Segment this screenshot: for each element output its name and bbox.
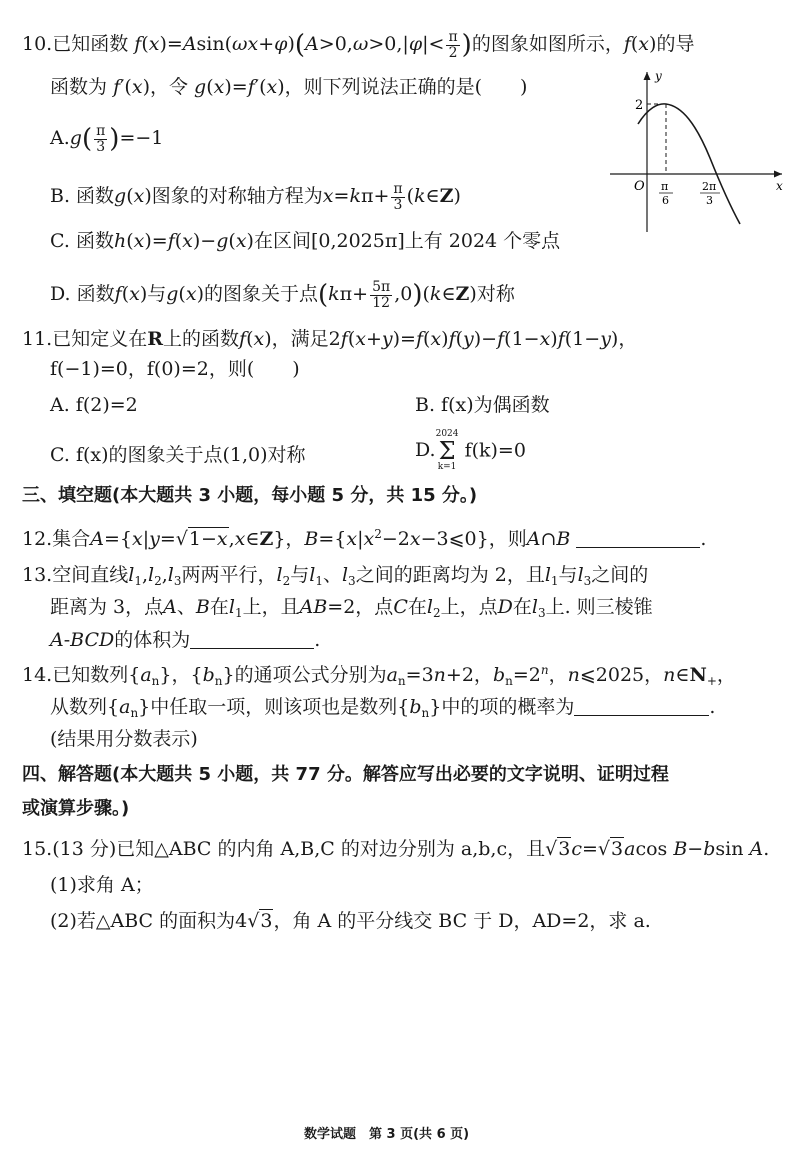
y-axis-arrow: [644, 72, 651, 80]
q13-line1: 13.空间直线$l_1,l_2,l_3$两两平行，$l_2$与$l_1$、$l_3$之间的距离均为 2，且$l_1$与$l_3$之间的: [22, 564, 649, 588]
q11-option-a: A. f(2)=2: [50, 394, 138, 416]
q10-line1: 10.已知函数 f(x)=Asin(ωx+φ)(A>0,ω>0,|φ|< $\frac{\pi}{2}$ )的图象如图所示，f(x)的导: [22, 29, 695, 61]
q14-line1: 14.已知数列$\{a_n\}$，$\{b_n\}$的通项公式分别为$a_n=3n+2$，$b_n=2^n$，n⩽2025，$n\in N_+$，: [22, 663, 736, 688]
section-3-title: 三、填空题(本大题共 3 小题，每小题 5 分，共 15 分。): [22, 485, 478, 506]
q15-part2: (2)若△ABC 的面积为4√3，角 A 的平分线交 BC 于 D，AD=2，求 a.: [50, 910, 651, 932]
x-tick-2pi3-num: 2π: [702, 180, 717, 193]
q13-answer-blank[interactable]: [190, 630, 314, 649]
x-tick-pi6-den: 6: [662, 194, 669, 207]
section-4-title-line1: 四、解答题(本大题共 5 小题，共 77 分。解答应写出必要的文字说明、证明过程: [22, 764, 669, 785]
q11-option-b: B. f(x)为偶函数: [415, 394, 550, 416]
summation-symbol: 2024 Σ k=1: [435, 429, 459, 472]
q13-line2: 距离为 3，点A、B在$l_1$上，且AB=2，点C在$l_2$上，点D在$l_3$上. 则三棱锥: [50, 596, 653, 620]
q14-line2: 从数列$\{a_n\}$中任取一项，则该项也是数列$\{b_n\}$中的项的概率为 .: [50, 696, 716, 720]
x-axis-arrow: [774, 171, 782, 178]
q13-line3: A-BCD的体积为 .: [50, 629, 321, 651]
q10-function-graph: [600, 62, 800, 242]
q10-line2: 函数为 f′(x)，令 g(x)=f′(x)，则下列说法正确的是( ): [50, 76, 528, 98]
q10-option-d: D. 函数f(x)与g(x)的图象关于点(kπ+ $\frac{5\pi}{12}$ ,0)(k∈Z)对称: [50, 279, 515, 311]
sine-curve: [638, 104, 740, 224]
y-axis-label: y: [655, 69, 662, 83]
q12-answer-blank[interactable]: [576, 529, 700, 548]
q11-line2: f(−1)=0，f(0)=2，则( ): [50, 358, 300, 380]
x-axis-label: x: [776, 179, 783, 193]
x-tick-pi6-num: π: [661, 180, 669, 193]
q10-option-b: B. 函数g(x)图象的对称轴方程为x=kπ+ $\frac{\pi}{3}$ (k∈Z): [50, 181, 461, 213]
q12-line: 12.集合A={x|y=√1−x,x∈Z}，$B=\{x|x^2-2x-3⩽0\}$，则A∩B .: [22, 527, 707, 550]
section-4-title-line2: 或演算步骤。): [22, 798, 130, 819]
q14-answer-blank[interactable]: [574, 697, 709, 716]
q10-option-a: A.g( $\frac{\pi}{3}$ )=−1: [50, 123, 164, 155]
page-footer: 数学试题 第 3 页(共 6 页): [304, 1127, 470, 1142]
q10-option-c: C. 函数h(x)=f(x)−g(x)在区间[0,2025π]上有 2024 个零点: [50, 230, 561, 252]
q11-option-c: C. f(x)的图象关于点(1,0)对称: [50, 444, 306, 466]
q11-option-d: D. 2024 Σ k=1 f(k)=0: [415, 429, 526, 472]
q15-line1: 15.(13 分)已知△ABC 的内角 A,B,C 的对边分别为 a,b,c，且√3c=√3acos B−bsin A.: [22, 838, 770, 860]
x-tick-2pi3-den: 3: [706, 194, 713, 207]
q15-part1: (1)求角 A；: [50, 874, 154, 896]
q14-line3: (结果用分数表示): [50, 728, 198, 750]
pi-over-2-frac: $\frac{\pi}{2}$: [448, 29, 458, 61]
y-tick-2: 2: [635, 98, 644, 113]
origin-label: O: [634, 179, 645, 194]
q11-line1: 11.已知定义在R上的函数f(x)，满足2f(x+y)=f(x)f(y)−f(1−x)f(1−y)，: [22, 328, 638, 350]
